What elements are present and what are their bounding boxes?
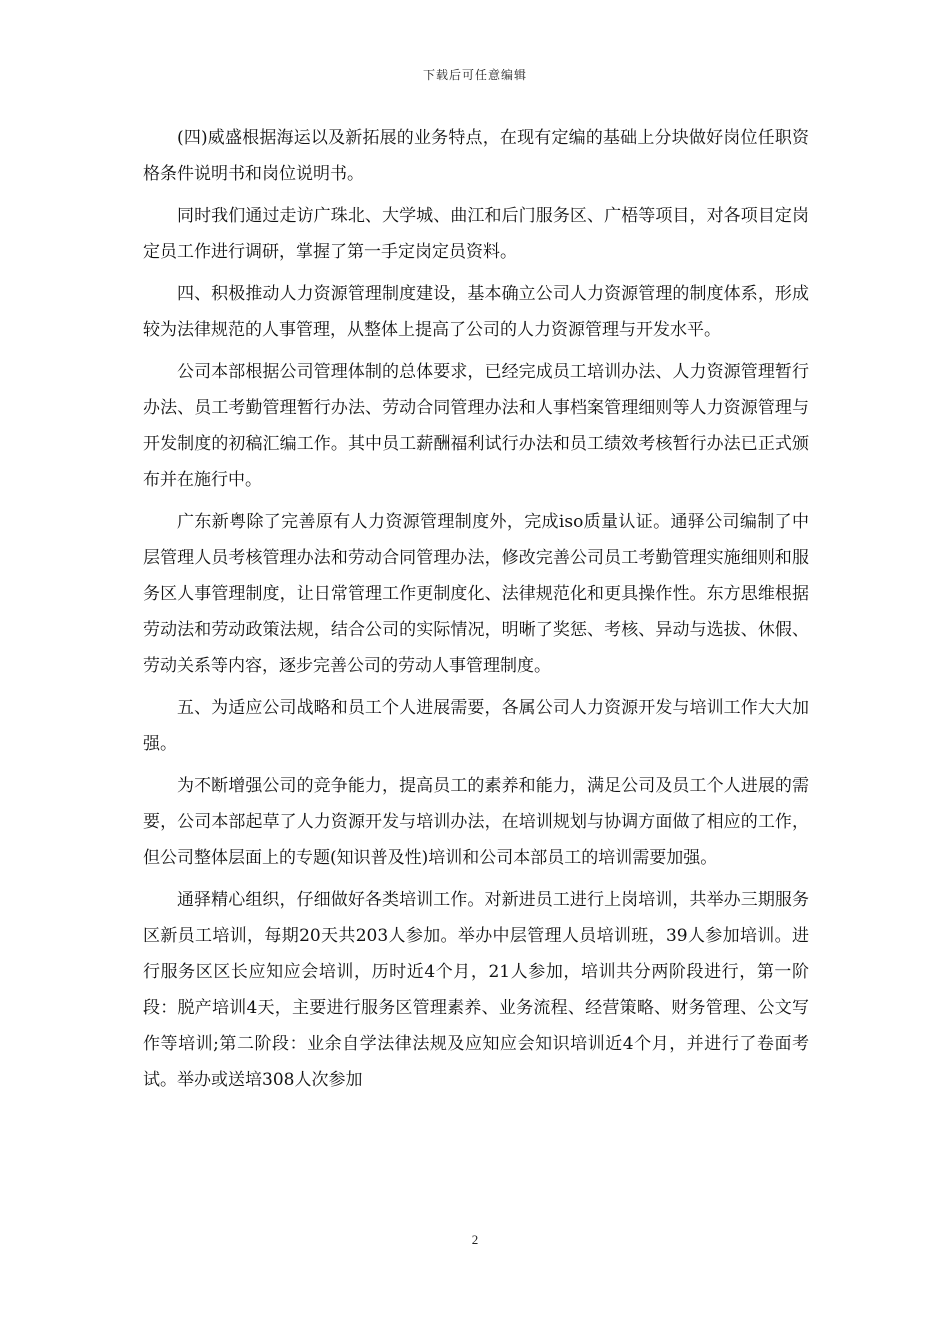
paragraph: 广东新粤除了完善原有人力资源管理制度外，完成iso质量认证。通驿公司编制了中层管理人员考核管理办法和劳动合同管理办法，修改完善公司员工考勤管理实施细则和服务区人事管理制度，让日常管理工作更制度化、法律规范化和更具操作性。东方思维根据劳动法和劳动政策法规，结合公司的实际情况，明晰了奖惩、考核、异动与选拔、休假、劳动关系等内容，逐步完善公司的劳动人事管理制度。 (143, 512, 809, 676)
page-number: 2 (471, 1232, 479, 1247)
paragraph: (四)威盛根据海运以及新拓展的业务特点，在现有定编的基础上分块做好岗位任职资格条件说明书和岗位说明书。 (143, 128, 809, 184)
paragraph: 通驿精心组织，仔细做好各类培训工作。对新进员工进行上岗培训，共举办三期服务区新员工培训，每期20天共203人参加。举办中层管理人员培训班，39人参加培训。进行服务区区长应知应会培训，历时近4个月，21人参加，培训共分两阶段进行，第一阶段：脱产培训4天，主要进行服务区管理素养、业务流程、经营策略、财务管理、公文写作等培训;第二阶段：业余自学法律法规及应知应会知识培训近4个月，并进行了卷面考试。举办或送培308人次参加 (143, 890, 809, 1090)
paragraph: 四、积极推动人力资源管理制度建设，基本确立公司人力资源管理的制度体系，形成较为法律规范的人事管理，从整体上提高了公司的人力资源管理与开发水平。 (143, 284, 809, 340)
paragraph: 为不断增强公司的竞争能力，提高员工的素养和能力，满足公司及员工个人进展的需要，公司本部起草了人力资源开发与培训办法，在培训规划与协调方面做了相应的工作，但公司整体层面上的专题(知识普及性)培训和公司本部员工的培训需要加强。 (143, 776, 809, 868)
document-body (143, 120, 809, 1104)
page-header: 下载后可任意编辑 (422, 68, 527, 82)
paragraph: 公司本部根据公司管理体制的总体要求，已经完成员工培训办法、人力资源管理暂行办法、员工考勤管理暂行办法、劳动合同管理办法和人事档案管理细则等人力资源管理与开发制度的初稿汇编工作。其中员工薪酬福利试行办法和员工绩效考核暂行办法已正式颁布并在施行中。 (143, 362, 809, 490)
paragraph: 五、为适应公司战略和员工个人进展需要，各属公司人力资源开发与培训工作大大加强。 (143, 698, 809, 754)
paragraph: 同时我们通过走访广珠北、大学城、曲江和后门服务区、广梧等项目，对各项目定岗定员工作进行调研，掌握了第一手定岗定员资料。 (143, 206, 809, 262)
